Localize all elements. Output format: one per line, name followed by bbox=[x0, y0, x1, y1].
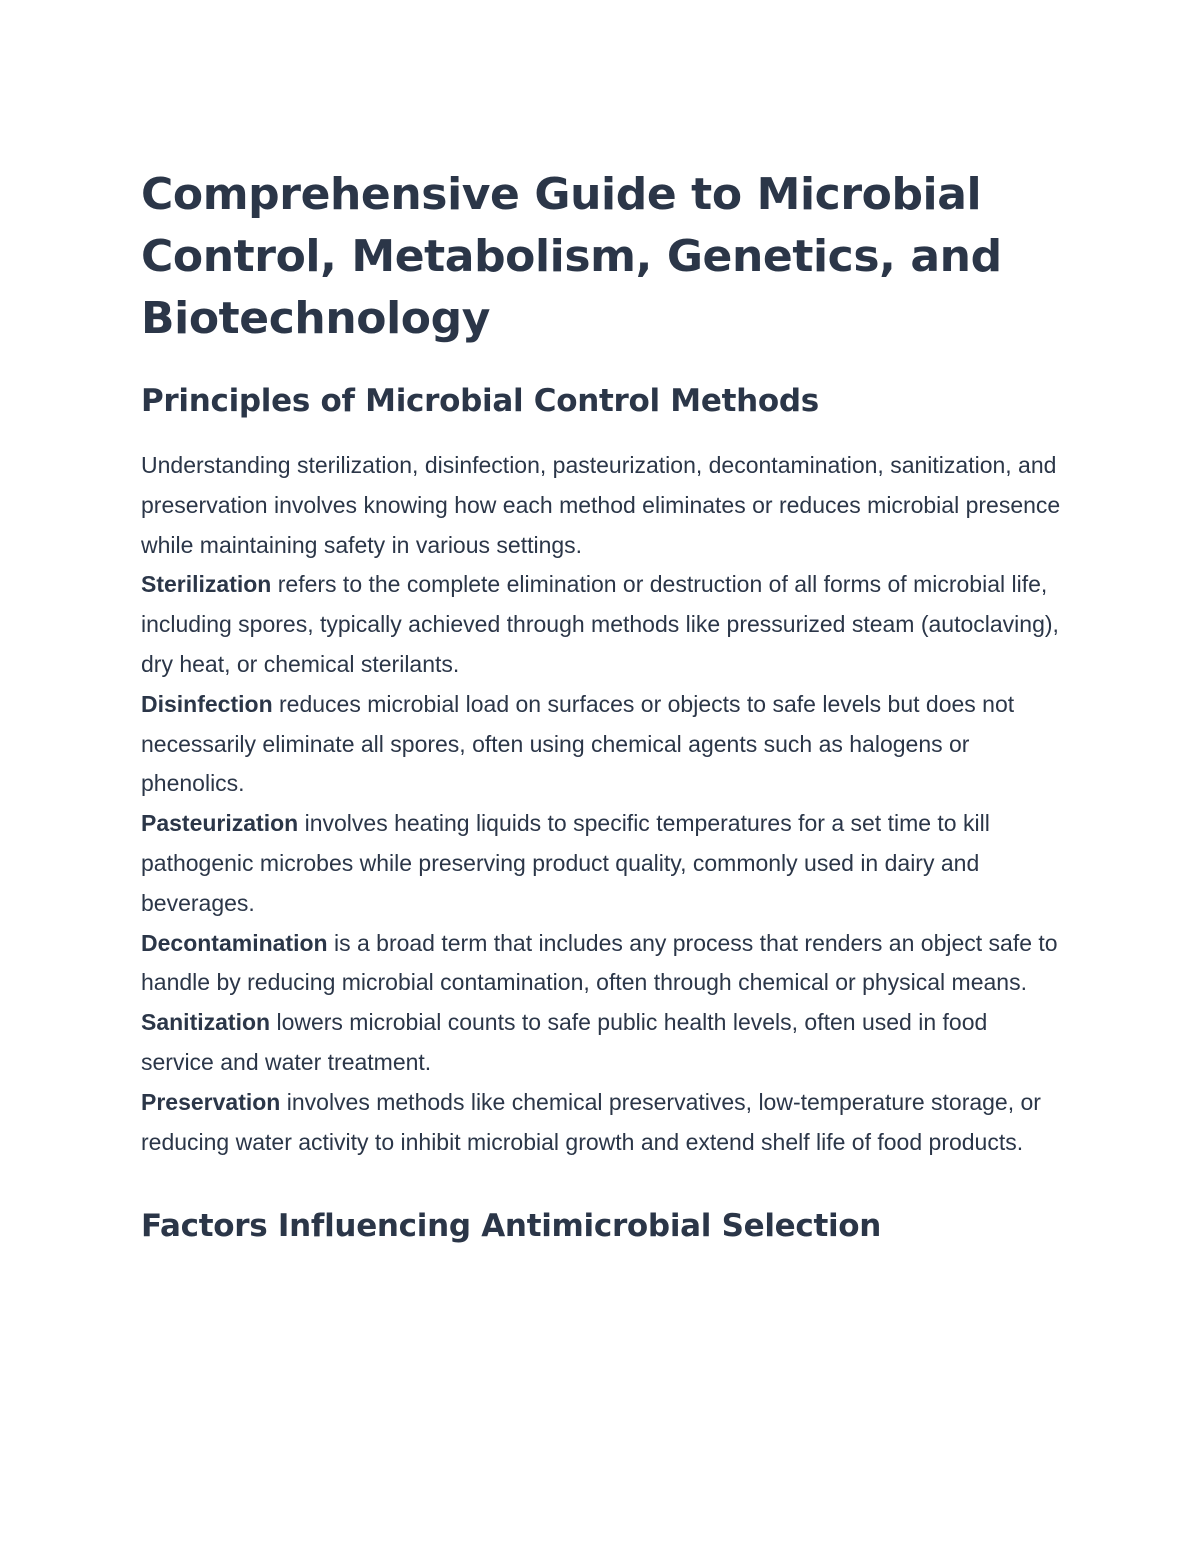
term-label: Pasteurization bbox=[141, 810, 299, 837]
term-label: Disinfection bbox=[141, 690, 273, 717]
term-definition: refers to the complete elimination or destruction of all forms of microbial life, including spores, typically achieved through methods like pressurized steam (autoclaving), dry heat, or chemical sterilants. bbox=[141, 571, 1059, 677]
term-label: Sanitization bbox=[141, 1009, 271, 1036]
term-paragraph-disinfection bbox=[141, 685, 1061, 804]
term-paragraph-pasteurization bbox=[141, 804, 1061, 923]
term-label: Decontamination bbox=[141, 929, 328, 956]
term-definition: involves methods like chemical preservatives, low-temperature storage, or reducing water activity to inhibit microbial growth and extend shelf life of food products. bbox=[141, 1088, 1041, 1155]
term-definition: lowers microbial counts to safe public health levels, often used in food service and water treatment. bbox=[141, 1009, 988, 1075]
term-paragraph-decontamination bbox=[141, 924, 1061, 1004]
term-label: Sterilization bbox=[141, 571, 272, 598]
section-body-microbial-control bbox=[141, 446, 1061, 1162]
section-heading-microbial-control: Principles of Microbial Control Methods bbox=[141, 383, 819, 419]
term-definition: reduces microbial load on surfaces or objects to safe levels but does not necessarily eliminate all spores, often using chemical agents such as halogens or phenolics. bbox=[141, 690, 1015, 797]
term-paragraph-sanitization bbox=[141, 1003, 1061, 1083]
intro-paragraph: Understanding sterilization, disinfection, pasteurization, decontamination, sanitization, and preservation involves knowing how each method eliminates or reduces microbial presence while maintaining safety in various settings. bbox=[141, 452, 1061, 558]
term-definition: involves heating liquids to specific temperatures for a set time to kill pathogenic microbes while preserving product quality, commonly used in dairy and beverages. bbox=[141, 810, 990, 916]
section-heading-antimicrobial-selection: Factors Influencing Antimicrobial Selection bbox=[141, 1208, 882, 1245]
term-paragraph-sterilization bbox=[141, 565, 1061, 684]
document-title: Comprehensive Guide to Microbial Control, Metabolism, Genetics, and Biotechnology bbox=[141, 169, 1002, 344]
term-definition: is a broad term that includes any process that renders an object safe to handle by reducing microbial contamination, often through chemical or physical means. bbox=[141, 929, 1058, 996]
term-label: Preservation bbox=[141, 1088, 281, 1115]
term-paragraph-preservation bbox=[141, 1083, 1061, 1163]
document-page bbox=[141, 164, 1061, 1248]
